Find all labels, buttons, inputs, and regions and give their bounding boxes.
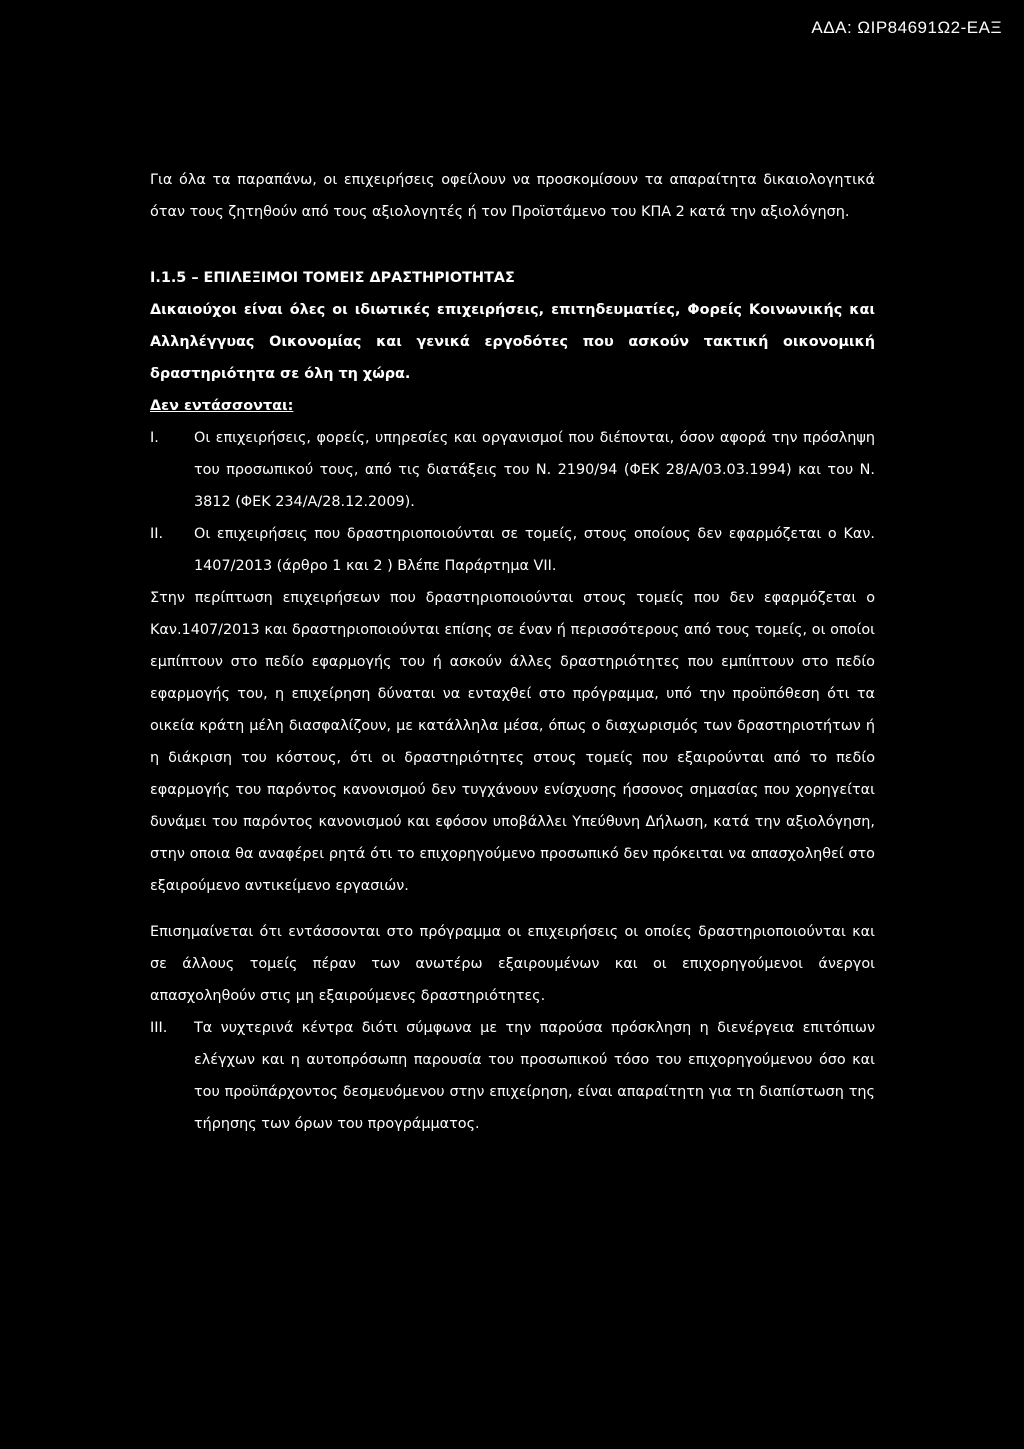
excluded-title: Δεν εντάσσονται: <box>150 398 294 414</box>
excluded-item-3 <box>150 1012 875 1140</box>
item-text: Οι επιχειρήσεις που δραστηριοποιούνται σε τομείς, στους οποίους δεν εφαρμόζεται ο Καν. 1407/2013 (άρθρο 1 και 2 ) Βλέπε Παράρτημα VII. <box>194 526 875 574</box>
item-number: I. <box>150 430 159 446</box>
excluded-item-2 <box>150 518 875 582</box>
item-number: III. <box>150 1020 168 1036</box>
note-paragraph: Επισημαίνεται ότι εντάσσονται στο πρόγραμμα οι επιχειρήσεις οι οποίες δραστηριοποιούνται και σε άλλους τομείς πέραν των ανωτέρω εξαιρουμένων και οι επιχορηγούμενοι άνεργοι απασχοληθούν στις μη εξαιρούμενες δραστηριότητες. <box>150 924 875 1004</box>
section-title: I.1.5 – ΕΠΙΛΕΞΙΜΟΙ ΤΟΜΕΙΣ ΔΡΑΣΤΗΡΙΟΤΗΤΑΣ <box>150 270 515 286</box>
document-body <box>150 164 875 1140</box>
item-text: Οι επιχειρήσεις, φορείς, υπηρεσίες και οργανισμοί που διέπονται, όσον αφορά την πρόσληψη του προσωπικού τους, από τις διατάξεις του Ν. 2190/94 (ΦΕΚ 28/Α/03.03.1994) και του Ν. 3812 (ΦΕΚ 234/Α/28.12.2009). <box>194 430 875 510</box>
item-number: II. <box>150 526 164 542</box>
eligible-paragraph: Δικαιούχοι είναι όλες οι ιδιωτικές επιχειρήσεις, επιτηδευματίες, Φορείς Κοινωνικής και Αλληλέγγυας Οικονομίας και γενικά εργοδότες που ασκούν τακτική οικονομική δραστηριότητα σε όλη τη χώρα. <box>150 302 875 382</box>
ada-code: ΑΔΑ: ΩΙΡ84691Ω2-ΕΑΞ <box>811 18 1002 37</box>
excluded-item-1 <box>150 422 875 518</box>
intro-paragraph: Για όλα τα παραπάνω, οι επιχειρήσεις οφείλουν να προσκομίσουν τα απαραίτητα δικαιολογητικά όταν τους ζητηθούν από τους αξιολογητές ή τον Προϊστάμενο του ΚΠΑ 2 κατά την αξιολόγηση. <box>150 172 875 220</box>
item-text: Τα νυχτερινά κέντρα διότι σύμφωνα με την παρούσα πρόσκληση η διενέργεια επιτόπιων ελέγχων και η αυτοπρόσωπη παρουσία του προσωπικού τόσο του επιχορηγούμενου όσο και του προϋπάρχοντος δεσμευόμενου στην επιχείρηση, είναι απαραίτητη για τη διαπίστωση της τήρησης των όρων του προγράμματος. <box>194 1020 875 1132</box>
case-paragraph: Στην περίπτωση επιχειρήσεων που δραστηριοποιούνται στους τομείς που δεν εφαρμόζεται ο Καν.1407/2013 και δραστηριοποιούνται επίσης σε έναν ή περισσότερους από τους τομείς, οι οποίοι εμπίπτουν στο πεδίο εφαρμογής του ή ασκούν άλλες δραστηριότητες που εμπίπτουν στο πεδίο εφαρμογής του, η επιχείρηση δύναται να ενταχθεί στο πρόγραμμα, υπό την προϋπόθεση ότι τα οικεία κράτη μέλη διασφαλίζουν, με κατάλληλα μέσα, όπως ο διαχωρισμός των δραστηριοτήτων ή η διάκριση του κόστους, ότι οι δραστηριότητες στους τομείς που εξαιρούνται από το πεδίο εφαρμογής του παρόντος κανονισμού δεν τυγχάνουν ενίσχυσης ήσσονος σημασίας που χορηγείται δυνάμει του παρόντος κανονισμού και εφόσον υποβάλλει Υπεύθυνη Δήλωση, κατά την αξιολόγηση, στην οποια θα αναφέρει ρητά ότι το επιχορηγούμενο προσωπικό δεν πρόκειται να απασχοληθεί στο εξαιρούμενο αντικείμενο εργασιών. <box>150 590 875 894</box>
